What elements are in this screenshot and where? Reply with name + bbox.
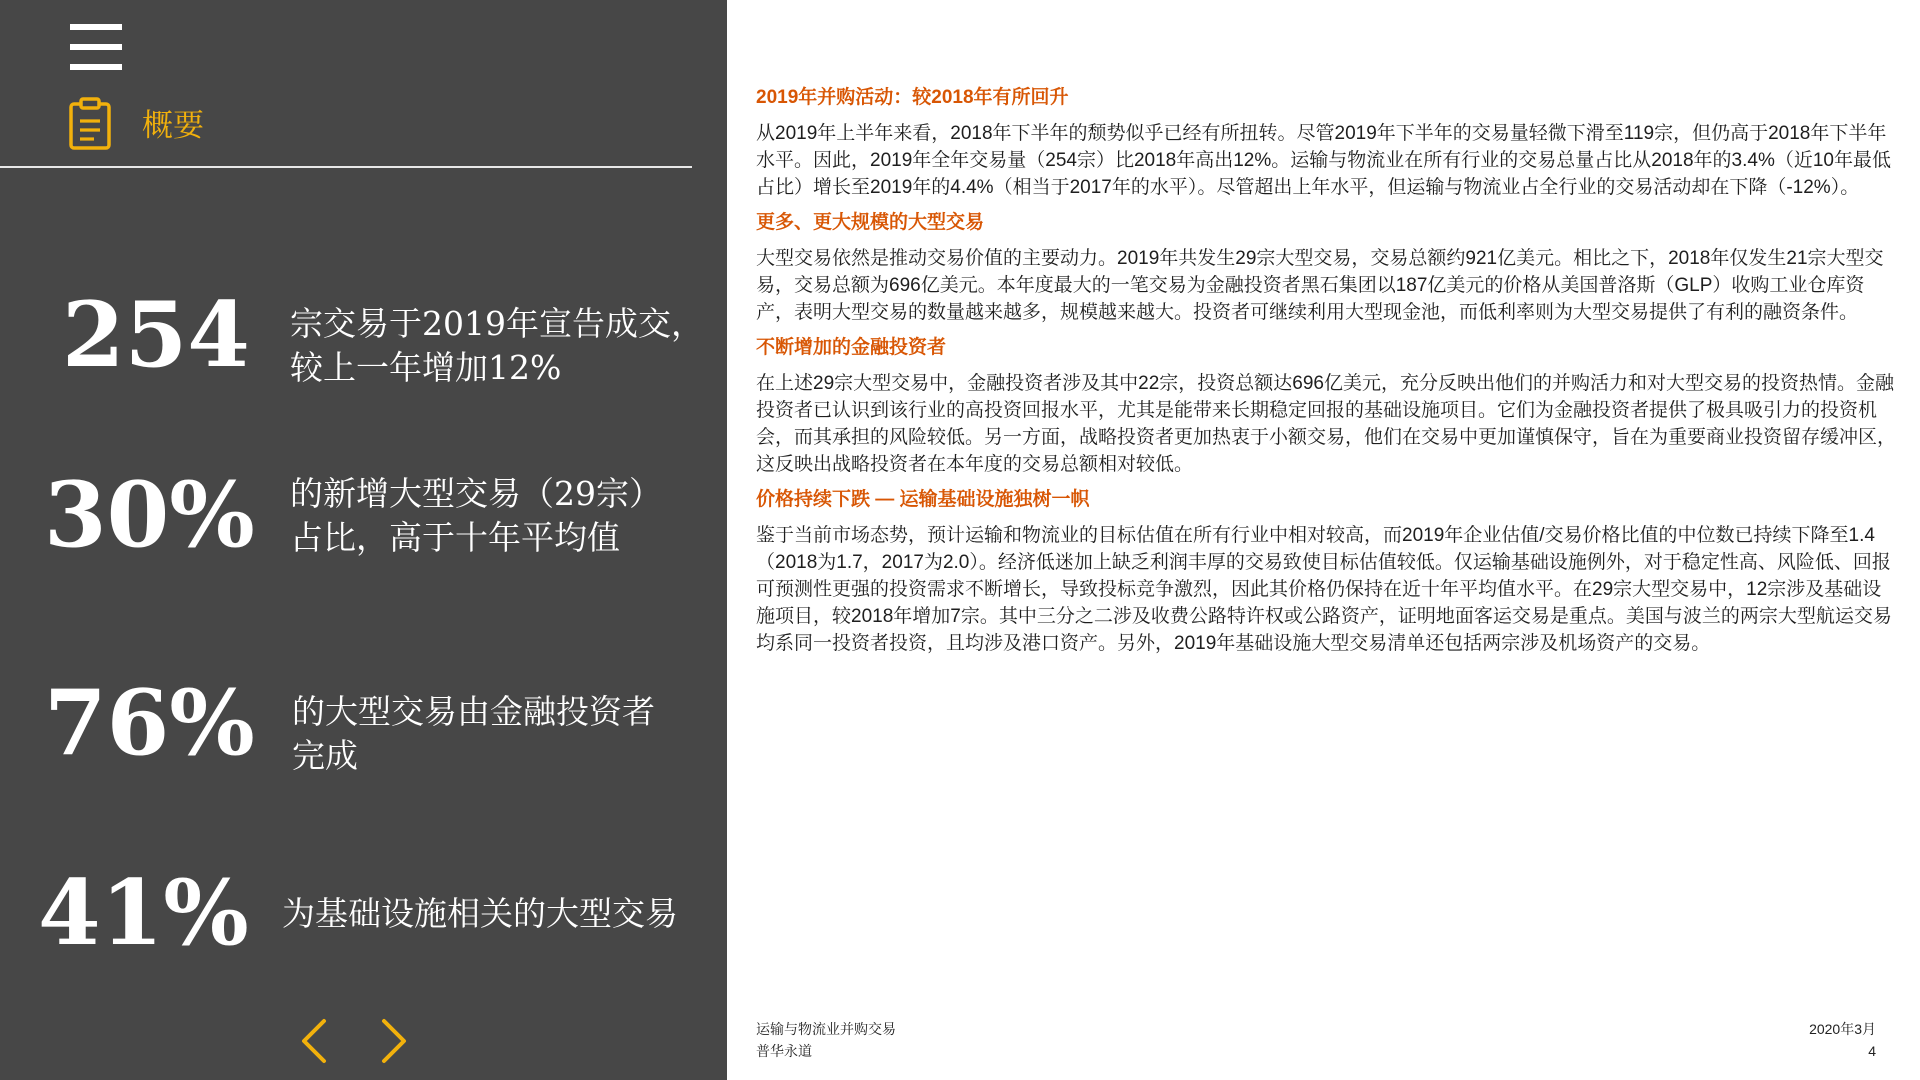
- hamburger-menu-icon[interactable]: [70, 24, 122, 70]
- summary-sidebar: [0, 0, 727, 1080]
- section-heading: 2019年并购活动：较2018年有所回升: [756, 87, 1069, 108]
- stat-number: 76%: [44, 670, 255, 776]
- stat-description: 为基础设施相关的大型交易: [282, 894, 678, 933]
- footer-right: [1809, 1018, 1876, 1062]
- chevron-right-icon[interactable]: [372, 1016, 412, 1066]
- page-navigation: [296, 1016, 416, 1066]
- stat-description: 的新增大型交易（29宗） 占比，高于十年平均值: [290, 474, 662, 557]
- header-divider: [0, 166, 692, 168]
- section-title: 概要: [142, 107, 204, 144]
- stat-financial-investor-share: [0, 670, 727, 828]
- company-name: 普华永道: [756, 1043, 812, 1059]
- section-header: [68, 96, 204, 152]
- report-title: 运输与物流业并购交易: [756, 1021, 896, 1037]
- stat-infrastructure-share: [0, 860, 727, 1018]
- section-body: 鉴于当前市场态势，预计运输和物流业的目标估值在所有行业中相对较高，而2019年企业估值/交易价格比值的中位数已持续下降至1.4（2018为1.7，2017为2.0）。经济低迷加上缺乏利润丰厚的交易致使目标估值较低。仅运输基础设施例外，对于稳定性高、风险低、回报可预测性更强的投资需求不断增长，导致投标竞争激烈，因此其价格仍保持在近十年平均值水平。在29宗大型交易中，12宗涉及基础设施项目，较2018年增加7宗。其中三分之二涉及收费公路特许权或公路资产，证明地面客运交易是重点。美国与波兰的两宗大型航运交易均系同一投资者投资，且均涉及港口资产。另外，2019年基础设施大型交易清单还包括两宗涉及机场资产的交易。: [756, 525, 1892, 654]
- chevron-left-icon[interactable]: [296, 1016, 336, 1066]
- stat-number: 30%: [44, 462, 255, 568]
- stat-number: 254: [62, 282, 250, 388]
- section-heading: 更多、更大规模的大型交易: [756, 212, 985, 233]
- section-body: 在上述29宗大型交易中，金融投资者涉及其中22宗，投资总额达696亿美元，充分反映出他们的并购活力和对大型交易的投资热情。金融投资者已认识到该行业的高投资回报水平，尤其是能带来长期稳定回报的基础设施项目。它们为金融投资者提供了极具吸引力的投资机会，而其承担的风险较低。另一方面，战略投资者更加热衷于小额交易，他们在交易中更加谨慎保守，旨在为重要商业投资留存缓冲区，这反映出战略投资者在本年度的交易总额相对较低。: [756, 373, 1897, 475]
- section-body: 大型交易依然是推动交易价值的主要动力。2019年共发生29宗大型交易，交易总额约921亿美元。相比之下，2018年仅发生21宗大型交易，交易总额为696亿美元。本年度最大的一笔交易为金融投资者黑石集团以187亿美元的价格从美国普洛斯（GLP）收购工业仓库资产，表明大型交易的数量越来越多，规模越来越大。投资者可继续利用大型现金池，而低利率则为大型交易提供了有利的融资条件。: [756, 248, 1884, 323]
- stat-description: 宗交易于2019年宣告成交， 较上一年增加12%: [290, 304, 704, 387]
- section-heading: 不断增加的金融投资者: [756, 337, 947, 358]
- report-date: 2020年3月: [1809, 1021, 1876, 1037]
- stat-description: 的大型交易由金融投资者 完成: [292, 692, 655, 775]
- page-number: 4: [1868, 1043, 1876, 1059]
- section-body: 从2019年上半年来看，2018年下半年的颓势似乎已经有所扭转。尽管2019年下半年的交易量轻微下滑至119宗，但仍高于2018年下半年水平。因此，2019年全年交易量（254宗）比2018年高出12%。运输与物流业在所有行业的交易总量占比从2018年的3.4%（近10年最低占比）增长至2019年的4.4%（相当于2017年的水平）。尽管超出上年水平，但运输与物流业占全行业的交易活动却在下降（-12%）。: [756, 123, 1891, 198]
- footer-left: [756, 1018, 896, 1062]
- section-heading: 价格持续下跌 — 运输基础设施独树一帜: [756, 489, 1090, 510]
- clipboard-icon: [68, 97, 112, 151]
- article-content: [756, 84, 1896, 665]
- stat-number: 41%: [38, 860, 249, 966]
- stat-deal-count: [0, 282, 727, 440]
- stat-mega-deal-share: [0, 462, 727, 620]
